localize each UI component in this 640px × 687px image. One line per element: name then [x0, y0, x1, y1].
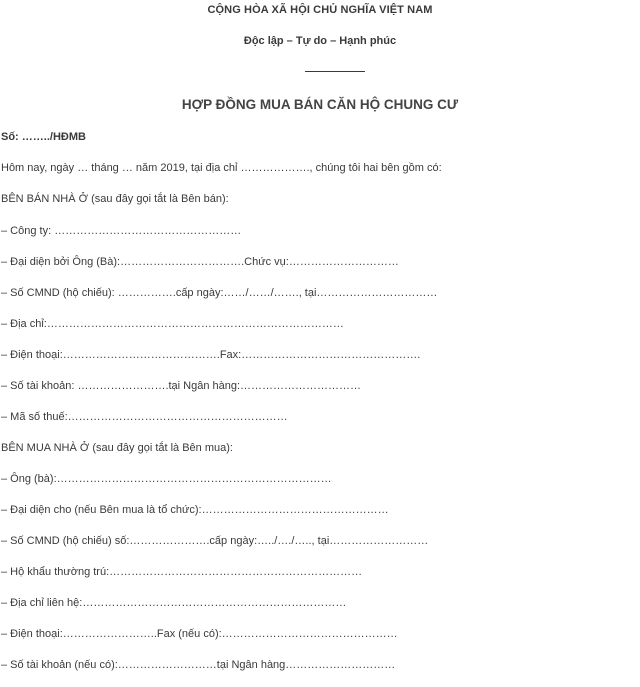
seller-tax-code-field: – Mã số thuế:…………………………………………………… [1, 411, 288, 423]
buyer-id-card-field: – Số CMND (hộ chiếu) số:………………….cấp ngày:…../…./….., tại……………………… [1, 535, 429, 547]
national-motto: Độc lập – Tự do – Hạnh phúc [243, 35, 397, 47]
seller-representative-field: – Đại diện bởi Ông (Bà):…………………………….Chức vụ:………………………… [1, 256, 399, 268]
buyer-contact-address-field: – Địa chỉ liên hệ:……………………………………………………………… [1, 597, 347, 609]
buyer-heading: BÊN MUA NHÀ Ở (sau đây gọi tắt là Bên mua): [1, 442, 233, 454]
buyer-represent-for-field: – Đại diện cho (nếu Bên mua là tổ chức):…………………………………………… [1, 504, 389, 516]
buyer-account-field: – Số tài khoản (nếu có):………………………tại Ngân hàng………………………… [1, 659, 396, 671]
seller-company-field: – Công ty: …………………………………………… [1, 225, 242, 237]
document-title: HỢP ĐỒNG MUA BÁN CĂN HỘ CHUNG CƯ [181, 97, 459, 112]
contract-number: Số: ……../HĐMB [1, 131, 86, 143]
seller-heading: BÊN BÁN NHÀ Ở (sau đây gọi tắt là Bên bán): [1, 193, 229, 205]
seller-account-field: – Số tài khoản: …………………….tại Ngân hàng:…………………………… [1, 380, 362, 392]
seller-phone-field: – Điện thoại:…………………………………….Fax:…………………………………………. [1, 349, 421, 361]
buyer-phone-field: – Điện thoại:……………………..Fax (nếu có):………………………………………… [1, 628, 398, 640]
buyer-residence-field: – Hộ khẩu thường trú:…………………………………………………………… [1, 566, 363, 578]
intro-paragraph: Hôm nay, ngày … tháng … năm 2019, tại địa chỉ ………………., chúng tôi hai bên gồm có: [1, 162, 442, 174]
seller-address-field: – Địa chỉ:……………………………………………………………………… [1, 318, 344, 330]
national-header: CỘNG HÒA XÃ HỘI CHỦ NGHĨA VIỆT NAM [207, 4, 433, 16]
seller-id-card-field: – Số CMND (hộ chiếu): …………….cấp ngày:……/……/……., tại…………………………… [1, 287, 438, 299]
buyer-name-field: – Ông (bà):………………………………………………………………… [1, 473, 332, 485]
header-divider [305, 71, 365, 72]
